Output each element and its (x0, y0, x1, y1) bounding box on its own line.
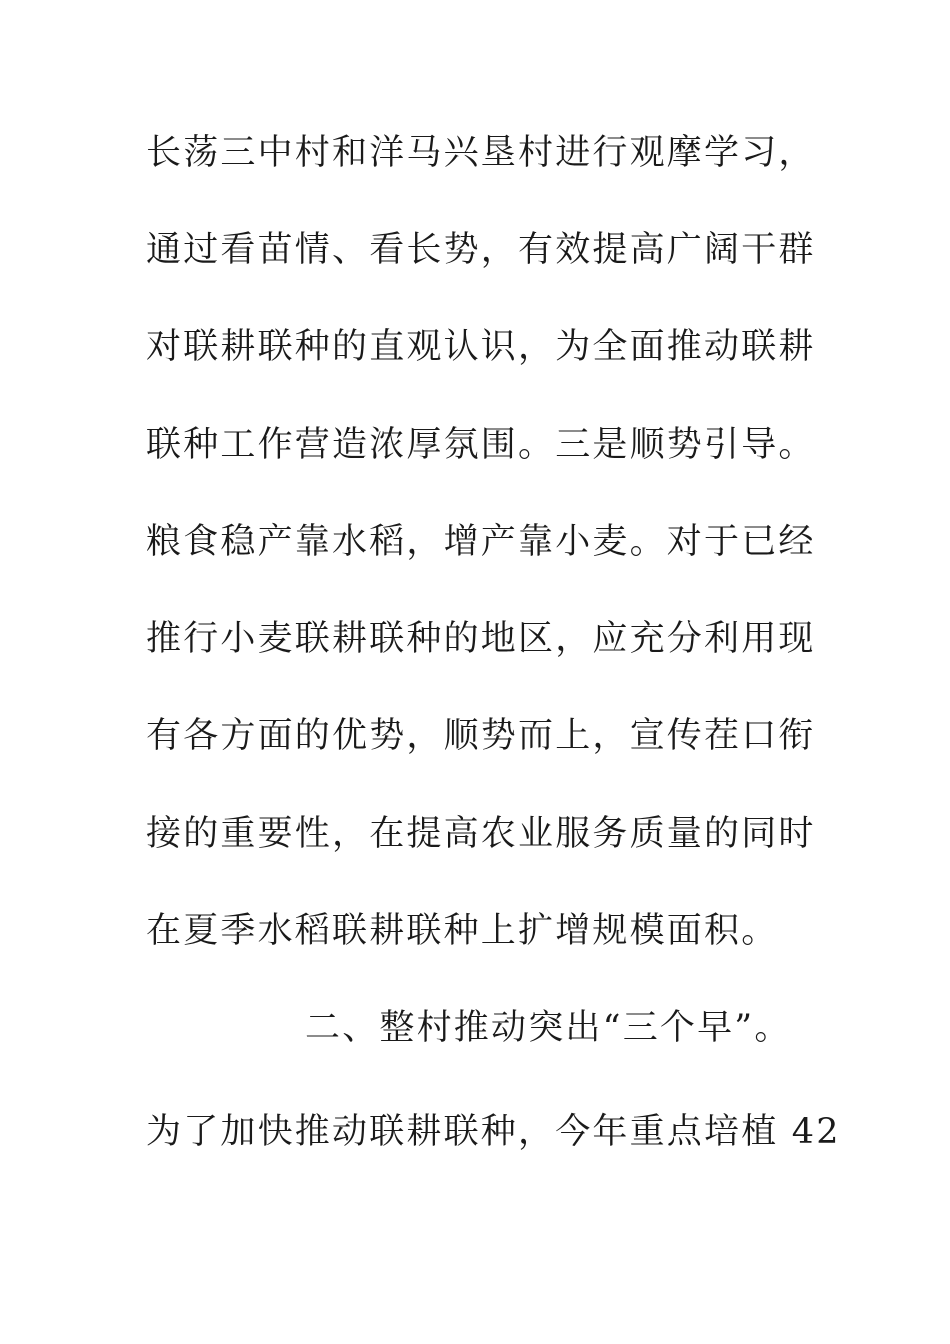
body-text-line-7: 有各方面的优势，顺势而上，宣传茬口衔 (146, 716, 816, 756)
body-text-line-4: 联种工作营造浓厚氛围。三是顺势引导。 (146, 425, 816, 465)
section-heading: 二、整村推动突出“三个早”。 (305, 1008, 792, 1048)
body-text-line-1: 长荡三中村和洋马兴垦村进行观摩学习， (146, 133, 816, 173)
body-text-line-6: 推行小麦联耕联种的地区，应充分利用现 (146, 619, 816, 659)
body-text-line-5: 粮食稳产靠水稻，增产靠小麦。对于已经 (146, 522, 816, 562)
body-text-line-9: 在夏季水稻联耕联种上扩增规模面积。 (146, 911, 779, 951)
body-text-line-8: 接的重要性，在提高农业服务质量的同时 (146, 814, 816, 854)
body-text-line-2: 通过看苗情、看长势，有效提高广阔干群 (146, 230, 816, 270)
body-text-line-10: 为了加快推动联耕联种，今年重点培植 42 (146, 1112, 841, 1152)
body-text-line-3: 对联耕联种的直观认识，为全面推动联耕 (146, 327, 816, 367)
